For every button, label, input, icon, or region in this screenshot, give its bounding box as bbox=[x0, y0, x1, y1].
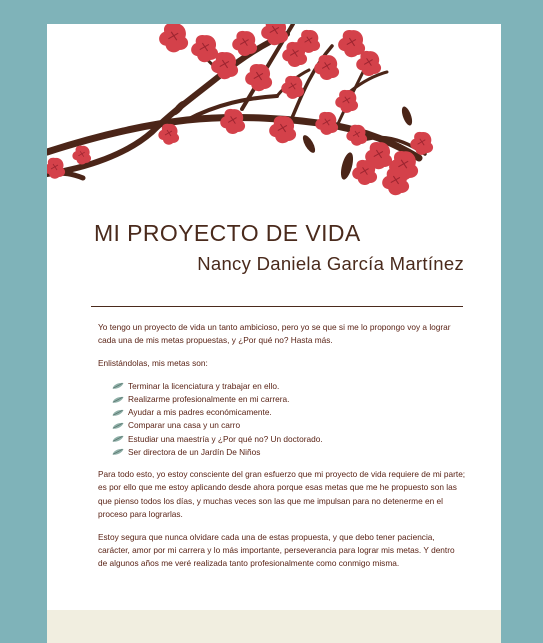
leaf-icon bbox=[112, 422, 124, 430]
effort-paragraph: Para todo esto, yo estoy consciente del gran esfuerzo que mi proyecto de vida requiere de mi parte; es por ello que me estoy aplicando desde ahora porque esas metas que me he propuesto son las que pienso todos los días, y muchas veces son las que me impulsan para no detenerme en el proceso para lograrlas. bbox=[98, 469, 466, 519]
goals-lead: Enlistándolas, mis metas son: bbox=[98, 358, 208, 369]
title-divider bbox=[91, 306, 463, 307]
leaf-icon bbox=[112, 435, 124, 443]
footer-band bbox=[47, 610, 501, 643]
document-page bbox=[47, 24, 501, 643]
leaf-icon bbox=[112, 382, 124, 390]
goal-text: Comparar una casa y un carro bbox=[128, 420, 241, 431]
author-name: Nancy Daniela García Martínez bbox=[197, 253, 464, 274]
goal-item bbox=[112, 433, 466, 446]
closing-paragraph: Estoy segura que nunca olvidare cada una de estas propuesta, y que debo tener paciencia, carácter, amor por mi carrera y lo más importante, perseverancia para lograr mis metas. Y dentro de algunos años me veré realizada tanto profesionalmente como conmigo misma. bbox=[98, 531, 455, 569]
goal-text: Ser directora de un Jardín De Niños bbox=[128, 446, 261, 457]
goal-text: Ayudar a mis padres económicamente. bbox=[128, 407, 272, 418]
goal-text: Terminar la licenciatura y trabajar en ello. bbox=[128, 380, 280, 391]
document-title: MI PROYECTO DE VIDA bbox=[94, 220, 361, 246]
goal-item bbox=[112, 446, 466, 459]
leaf-icon bbox=[112, 396, 124, 404]
goal-item bbox=[112, 380, 466, 393]
goal-item bbox=[112, 406, 466, 419]
goals-list bbox=[98, 380, 466, 459]
leaf-icon bbox=[112, 448, 124, 456]
goal-item bbox=[112, 419, 466, 432]
goal-text: Realizarme profesionalmente en mi carrera. bbox=[128, 394, 290, 405]
goal-item bbox=[112, 393, 466, 406]
document-body bbox=[98, 321, 466, 580]
intro-paragraph: Yo tengo un proyecto de vida un tanto ambicioso, pero yo se que si me lo propongo voy a lograr cada una de mis metas propuestas, y ¿Por qué no? Hasta más. bbox=[98, 322, 451, 346]
leaf-icon bbox=[112, 409, 124, 417]
blossom-branch-illustration bbox=[47, 24, 501, 224]
goal-text: Estudiar una maestría y ¿Por qué no? Un doctorado. bbox=[128, 433, 323, 444]
